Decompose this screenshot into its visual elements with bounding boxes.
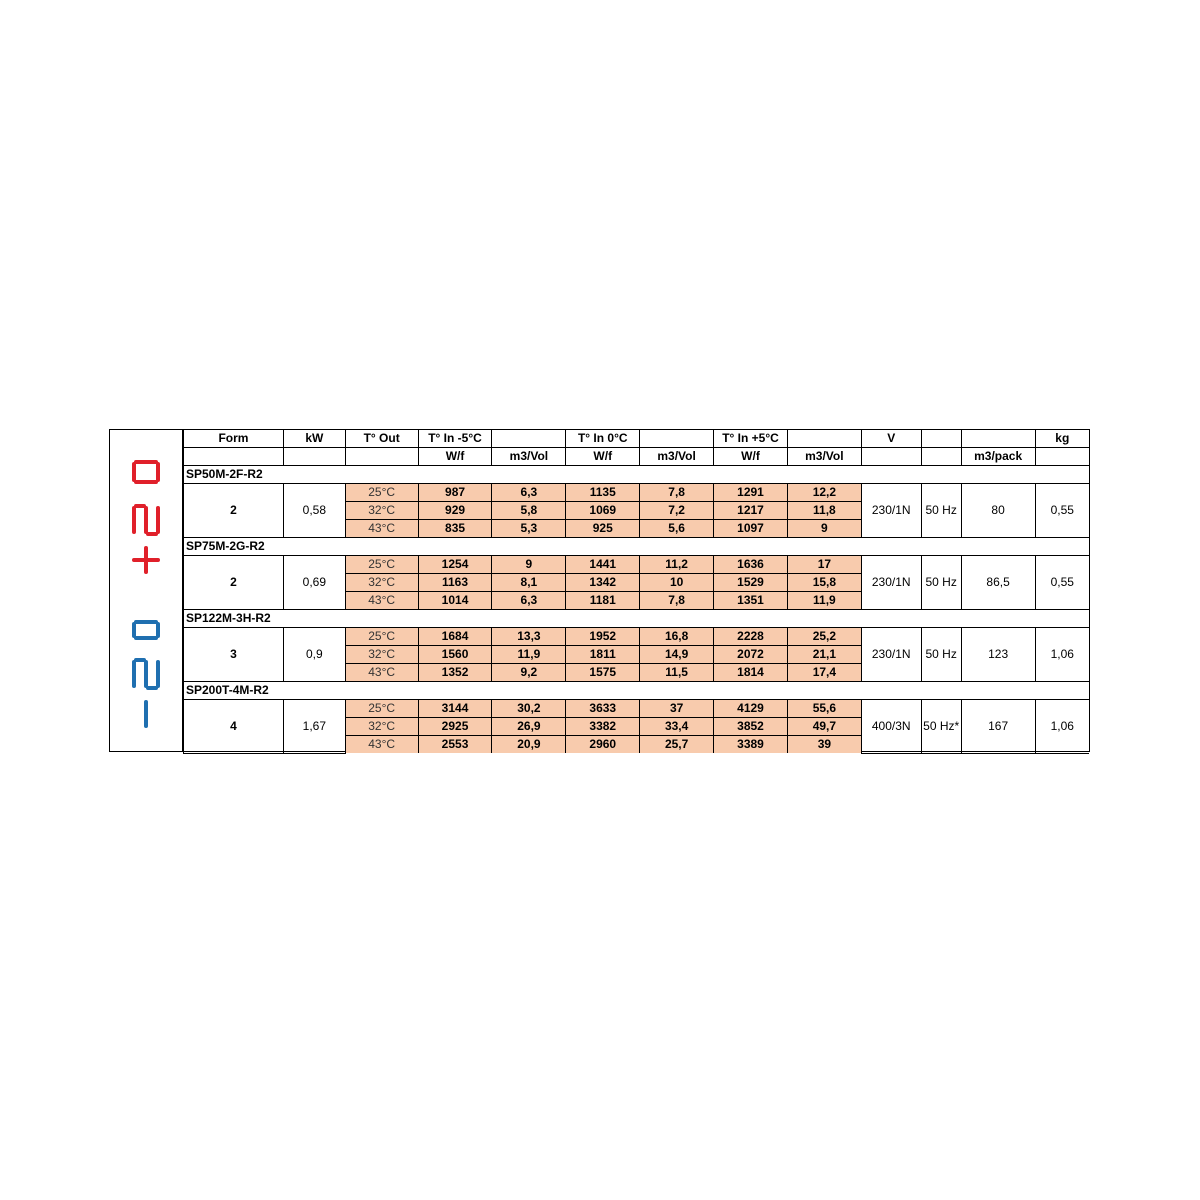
value-cell: 925 — [566, 520, 640, 538]
value-cell: 5,6 — [640, 520, 714, 538]
model-name: SP200T-4M-R2 — [184, 682, 284, 700]
value-cell: 33,4 — [640, 718, 714, 736]
column-header: m3/Vol — [640, 448, 714, 466]
column-header — [345, 448, 418, 466]
value-cell: 4129 — [714, 700, 788, 718]
column-header: kW — [283, 430, 345, 448]
value-cell: 3389 — [714, 736, 788, 754]
frequency-cell: 50 Hz — [921, 556, 961, 610]
value-cell: 13,3 — [492, 628, 566, 646]
temperature-range-sidebar — [110, 430, 183, 751]
value-cell: 17,4 — [787, 664, 861, 682]
value-cell: 1181 — [566, 592, 640, 610]
value-cell: 1351 — [714, 592, 788, 610]
value-cell: 7,8 — [640, 592, 714, 610]
column-header — [184, 448, 284, 466]
value-cell: 25,7 — [640, 736, 714, 754]
model-title-row — [184, 538, 1090, 556]
spec-table — [183, 430, 1089, 754]
column-header: m3/Vol — [492, 448, 566, 466]
value-cell: 49,7 — [787, 718, 861, 736]
value-cell: 26,9 — [492, 718, 566, 736]
column-header: m3/pack — [961, 448, 1035, 466]
value-cell: 9 — [787, 520, 861, 538]
model-title-row — [184, 682, 1090, 700]
value-cell: 1684 — [418, 628, 492, 646]
column-header — [921, 448, 961, 466]
pack-cell: 167 — [961, 700, 1035, 754]
form-cell: 4 — [184, 700, 284, 754]
value-cell: 1952 — [566, 628, 640, 646]
kw-cell: 0,58 — [283, 484, 345, 538]
pack-cell: 86,5 — [961, 556, 1035, 610]
column-header — [1035, 448, 1089, 466]
value-cell: 2228 — [714, 628, 788, 646]
model-title-spacer — [283, 466, 1089, 484]
model-title-spacer — [283, 682, 1089, 700]
voltage-cell: 400/3N — [861, 700, 921, 754]
column-header: W/f — [566, 448, 640, 466]
model-title-row — [184, 466, 1090, 484]
temp-out-cell: 32°C — [345, 502, 418, 520]
value-cell: 17 — [787, 556, 861, 574]
temp-out-cell: 25°C — [345, 556, 418, 574]
value-cell: 3382 — [566, 718, 640, 736]
model-name: SP122M-3H-R2 — [184, 610, 284, 628]
form-cell: 2 — [184, 484, 284, 538]
value-cell: 25,2 — [787, 628, 861, 646]
value-cell: 2553 — [418, 736, 492, 754]
value-cell: 7,2 — [640, 502, 714, 520]
voltage-cell: 230/1N — [861, 484, 921, 538]
column-header: T° In -5°C — [418, 430, 492, 448]
value-cell: 6,3 — [492, 484, 566, 502]
temp-out-cell: 32°C — [345, 646, 418, 664]
warm-range-digits — [134, 462, 158, 572]
value-cell: 11,9 — [492, 646, 566, 664]
value-cell: 1636 — [714, 556, 788, 574]
voltage-cell: 230/1N — [861, 556, 921, 610]
column-header: m3/Vol — [787, 448, 861, 466]
value-cell: 30,2 — [492, 700, 566, 718]
value-cell: 1814 — [714, 664, 788, 682]
form-cell: 2 — [184, 556, 284, 610]
model-name: SP50M-2F-R2 — [184, 466, 284, 484]
kw-cell: 0,69 — [283, 556, 345, 610]
value-cell: 1163 — [418, 574, 492, 592]
value-cell: 10 — [640, 574, 714, 592]
column-header — [283, 448, 345, 466]
value-cell: 21,1 — [787, 646, 861, 664]
spec-sheet — [109, 429, 1090, 752]
value-cell: 1352 — [418, 664, 492, 682]
value-cell: 1575 — [566, 664, 640, 682]
temp-out-cell: 32°C — [345, 574, 418, 592]
temp-out-cell: 43°C — [345, 520, 418, 538]
value-cell: 1014 — [418, 592, 492, 610]
value-cell: 15,8 — [787, 574, 861, 592]
value-cell: 5,3 — [492, 520, 566, 538]
value-cell: 929 — [418, 502, 492, 520]
pack-cell: 123 — [961, 628, 1035, 682]
model-title-row — [184, 610, 1090, 628]
weight-cell: 0,55 — [1035, 484, 1089, 538]
temp-out-cell: 43°C — [345, 592, 418, 610]
table-row — [184, 700, 1090, 718]
column-header — [787, 430, 861, 448]
model-title-spacer — [283, 538, 1089, 556]
column-header: V — [861, 430, 921, 448]
column-header: T° In +5°C — [714, 430, 788, 448]
value-cell: 1254 — [418, 556, 492, 574]
value-cell: 987 — [418, 484, 492, 502]
value-cell: 37 — [640, 700, 714, 718]
column-header — [640, 430, 714, 448]
value-cell: 835 — [418, 520, 492, 538]
column-header — [921, 430, 961, 448]
voltage-cell: 230/1N — [861, 628, 921, 682]
header-row-2 — [184, 448, 1090, 466]
frequency-cell: 50 Hz — [921, 628, 961, 682]
column-header: W/f — [418, 448, 492, 466]
value-cell: 1811 — [566, 646, 640, 664]
table-row — [184, 628, 1090, 646]
temp-out-cell: 25°C — [345, 484, 418, 502]
kw-cell: 0,9 — [283, 628, 345, 682]
value-cell: 1342 — [566, 574, 640, 592]
weight-cell: 1,06 — [1035, 628, 1089, 682]
cold-range-digits — [134, 622, 158, 726]
column-header: T° In 0°C — [566, 430, 640, 448]
value-cell: 9,2 — [492, 664, 566, 682]
model-name: SP75M-2G-R2 — [184, 538, 284, 556]
value-cell: 1560 — [418, 646, 492, 664]
value-cell: 2072 — [714, 646, 788, 664]
value-cell: 11,8 — [787, 502, 861, 520]
value-cell: 3633 — [566, 700, 640, 718]
column-header: T° Out — [345, 430, 418, 448]
frequency-cell: 50 Hz* — [921, 700, 961, 754]
kw-cell: 1,67 — [283, 700, 345, 754]
value-cell: 2960 — [566, 736, 640, 754]
value-cell: 16,8 — [640, 628, 714, 646]
model-title-spacer — [283, 610, 1089, 628]
value-cell: 11,9 — [787, 592, 861, 610]
weight-cell: 0,55 — [1035, 556, 1089, 610]
value-cell: 1135 — [566, 484, 640, 502]
value-cell: 5,8 — [492, 502, 566, 520]
value-cell: 8,1 — [492, 574, 566, 592]
temp-out-cell: 43°C — [345, 664, 418, 682]
value-cell: 20,9 — [492, 736, 566, 754]
weight-cell: 1,06 — [1035, 700, 1089, 754]
column-header: Form — [184, 430, 284, 448]
column-header — [961, 430, 1035, 448]
value-cell: 39 — [787, 736, 861, 754]
value-cell: 1217 — [714, 502, 788, 520]
temp-out-cell: 32°C — [345, 718, 418, 736]
value-cell: 1441 — [566, 556, 640, 574]
column-header — [492, 430, 566, 448]
temp-out-cell: 25°C — [345, 628, 418, 646]
value-cell: 55,6 — [787, 700, 861, 718]
value-cell: 14,9 — [640, 646, 714, 664]
value-cell: 9 — [492, 556, 566, 574]
table-row — [184, 556, 1090, 574]
value-cell: 1097 — [714, 520, 788, 538]
table-row — [184, 484, 1090, 502]
header-row-1 — [184, 430, 1090, 448]
temperature-range-icon — [110, 430, 183, 752]
temp-out-cell: 25°C — [345, 700, 418, 718]
value-cell: 7,8 — [640, 484, 714, 502]
form-cell: 3 — [184, 628, 284, 682]
value-cell: 3852 — [714, 718, 788, 736]
value-cell: 11,5 — [640, 664, 714, 682]
value-cell: 2925 — [418, 718, 492, 736]
value-cell: 12,2 — [787, 484, 861, 502]
pack-cell: 80 — [961, 484, 1035, 538]
temp-out-cell: 43°C — [345, 736, 418, 754]
column-header: W/f — [714, 448, 788, 466]
frequency-cell: 50 Hz — [921, 484, 961, 538]
value-cell: 1291 — [714, 484, 788, 502]
value-cell: 11,2 — [640, 556, 714, 574]
value-cell: 1069 — [566, 502, 640, 520]
value-cell: 6,3 — [492, 592, 566, 610]
value-cell: 1529 — [714, 574, 788, 592]
column-header: kg — [1035, 430, 1089, 448]
value-cell: 3144 — [418, 700, 492, 718]
column-header — [861, 448, 921, 466]
